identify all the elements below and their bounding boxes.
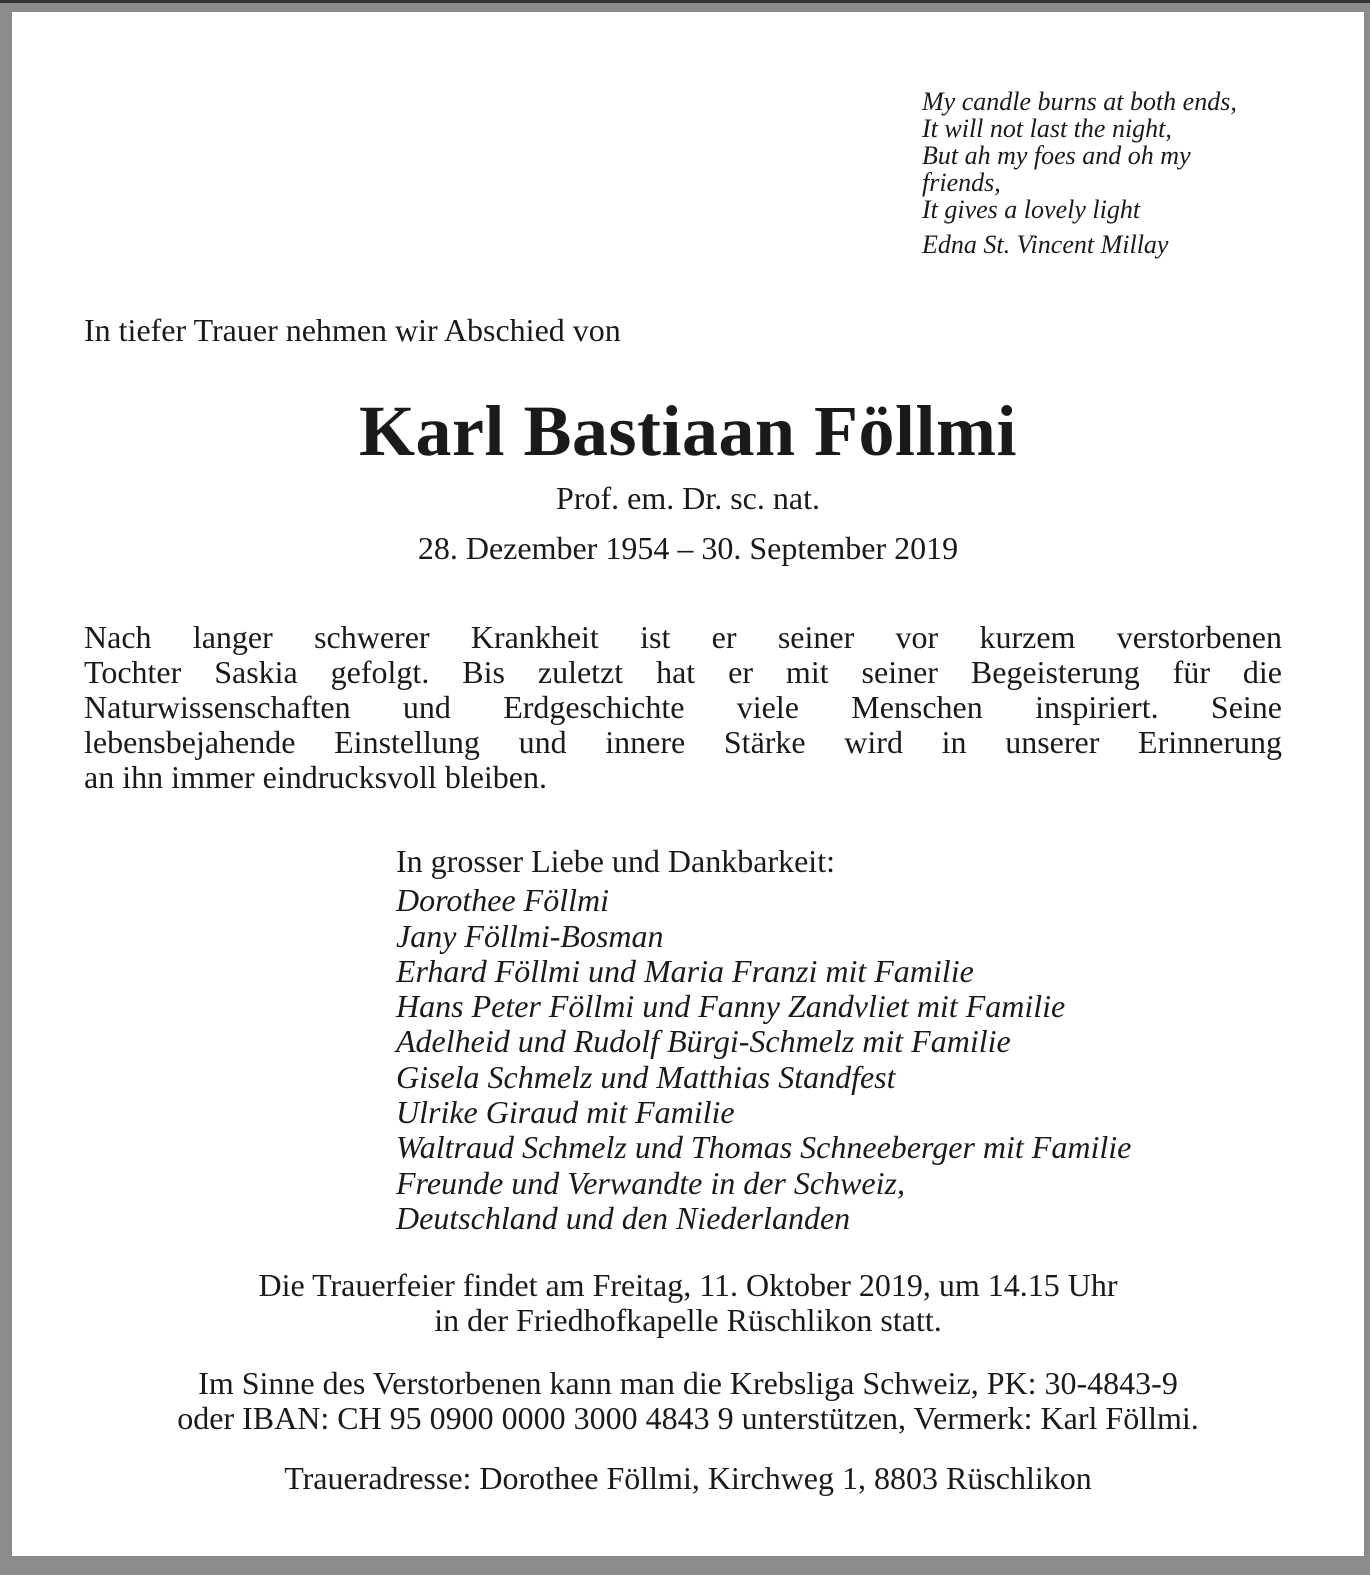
poem-line: It will not last the night, [922,114,1172,143]
mourner: Waltraud Schmelz und Thomas Schneeberger mit Familie [396,1129,1132,1166]
donation-line: Im Sinne des Verstorbenen kann man die Krebsliga Schweiz, PK: 30-4843-9 [198,1365,1178,1401]
poem-author: Edna St. Vincent Millay [922,230,1169,259]
mourner: Erhard Föllmi und Maria Franzi mit Familie [396,952,974,989]
paragraph-line: Tochter Saskia gefolgt. Bis zuletzt hat er mit seiner Begeisterung für die [84,654,1282,690]
poem-line: But ah my foes and oh my [922,141,1191,170]
poem-line: My candle burns at both ends, [922,87,1237,116]
mourner: Ulrike Giraud mit Familie [396,1094,735,1131]
academic-title: Prof. em. Dr. sc. nat. [556,480,820,516]
service-line: in der Friedhofkapelle Rüschlikon statt. [434,1302,942,1338]
mourners-heading: In grosser Liebe und Dankbarkeit: [396,843,835,879]
mourner: Jany Föllmi-Bosman [396,917,664,954]
poem-line: friends, [922,168,1001,197]
mourning-address: Traueradresse: Dorothee Föllmi, Kirchweg 1, 8803 Rüschlikon [284,1460,1092,1496]
obituary-page [12,12,1364,1556]
obituary-paragraph [84,620,1282,795]
paragraph-line: an ihn immer eindrucksvoll bleiben. [84,759,547,795]
poem-quote [922,88,1237,258]
mourners-block [396,844,1131,1236]
paragraph-line: lebensbejahende Einstellung und innere Stärke wird in unserer Erinnerung [84,724,1282,760]
donation-info [12,1366,1364,1436]
mourner: Adelheid und Rudolf Bürgi-Schmelz mit Familie [396,1023,1011,1060]
mourner: Hans Peter Föllmi und Fanny Zandvliet mit Familie [396,988,1066,1025]
paragraph-line: Nach langer schwerer Krankheit ist er seiner vor kurzem verstorbenen [84,619,1282,655]
donation-line: oder IBAN: CH 95 0900 0000 3000 4843 9 unterstützen, Vermerk: Karl Föllmi. [177,1400,1199,1436]
frame-top-line [0,0,1370,3]
service-info [12,1268,1364,1338]
mourner: Deutschland und den Niederlanden [396,1199,851,1236]
mourner: Freunde und Verwandte in der Schweiz, [396,1164,905,1201]
service-line: Die Trauerfeier findet am Freitag, 11. Oktober 2019, um 14.15 Uhr [258,1267,1118,1303]
intro-text: In tiefer Trauer nehmen wir Abschied von [84,312,621,348]
life-dates: 28. Dezember 1954 – 30. September 2019 [417,530,959,566]
mourner: Gisela Schmelz und Matthias Standfest [396,1058,896,1095]
paragraph-line: Naturwissenschaften und Erdgeschichte viele Menschen inspiriert. Seine [84,689,1282,725]
deceased-name: Karl Bastiaan Föllmi [359,391,1017,471]
poem-line: It gives a lovely light [922,195,1141,224]
mourner: Dorothee Föllmi [396,882,609,919]
